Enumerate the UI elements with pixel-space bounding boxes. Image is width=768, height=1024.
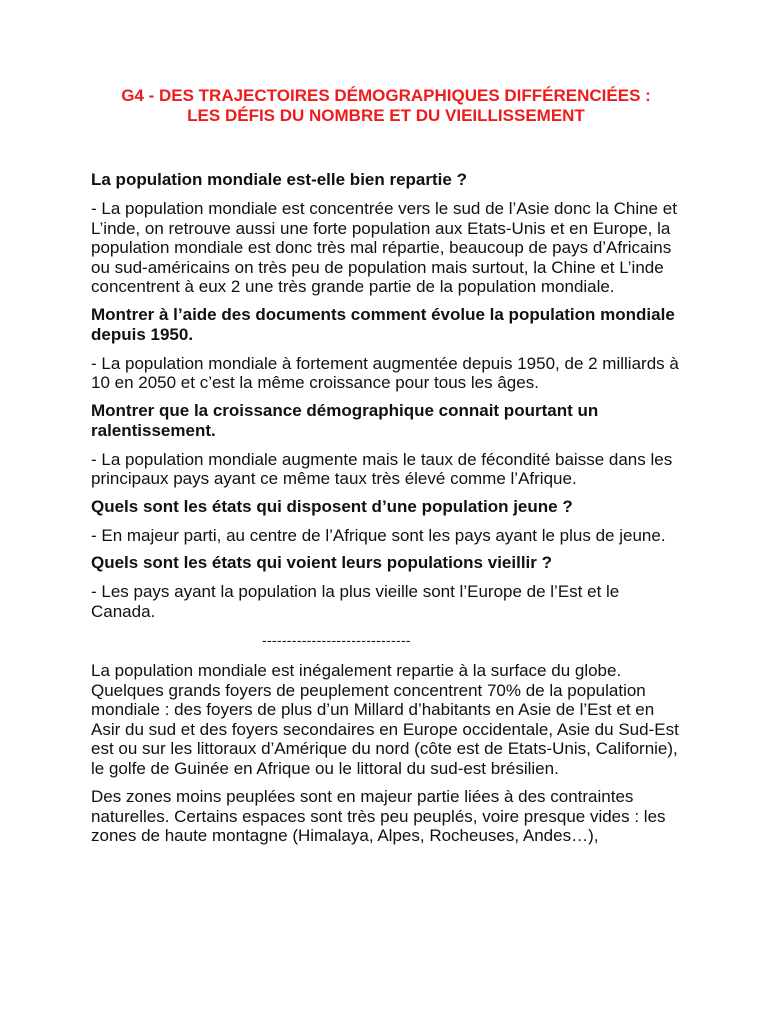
document-title (91, 86, 681, 126)
answer-4: - En majeur parti, au centre de l’Afrique sont les pays ayant le plus de jeune. (91, 525, 666, 545)
question-3: Montrer que la croissance démographique connait pourtant un ralentissement. (91, 400, 599, 440)
qa-section-5 (91, 553, 681, 621)
answer-5: - Les pays ayant la population la plus vieille sont l’Europe de l’Est et le Canada. (91, 582, 620, 621)
body-paragraph-1: La population mondiale est inégalement repartie à la surface du globe. Quelques grands foyers de peuplement concentrent 70% de la population mondiale : des foyers de plus d’un Millard d’habitants en Asie de l’Est et en Asir du sud et des foyers secondaires en Europe occidentale, Asie du Sud-Est est ou sur les littoraux d’Amérique du nord (côte est de Etats-Unis, Californie), le golfe de Guinée en Afrique ou le littoral du sud-est brésilien. (91, 661, 679, 778)
answer-3: - La population mondiale augmente mais le taux de fécondité baisse dans les principaux pays ayant ce même taux très élevé comme l’Afrique. (91, 449, 673, 488)
qa-section-3 (91, 401, 681, 489)
separator-line: ------------------------------ (262, 632, 411, 648)
title-line-1: G4 - DES TRAJECTOIRES DÉMOGRAPHIQUES DIFFÉRENCIÉES : (121, 86, 651, 105)
question-5: Quels sont les états qui voient leurs populations vieillir ? (91, 553, 552, 572)
question-1: La population mondiale est-elle bien repartie ? (91, 170, 467, 189)
question-4: Quels sont les états qui disposent d’une population jeune ? (91, 496, 573, 516)
qa-section-2 (91, 305, 681, 393)
answer-1: - La population mondiale est concentrée vers le sud de l’Asie donc la Chine et L’inde, on retrouve aussi une forte population aux Etats-Unis et en Europe, la population mondiale est donc très mal répartie, beaucoup de pays d’Africains ou sud-américains on très peu de population mais surtout, la Chine et L’inde concentrent à eux 2 une très grande partie de la population mondiale. (91, 199, 677, 296)
title-line-2: LES DÉFIS DU NOMBRE ET DU VIEILLISSEMENT (187, 106, 585, 125)
document-page (91, 86, 681, 846)
answer-2: - La population mondiale à fortement augmentée depuis 1950, de 2 milliards à 10 en 2050 et c’est la même croissance pour tous les âges. (91, 353, 679, 392)
question-2: Montrer à l’aide des documents comment évolue la population mondiale depuis 1950. (91, 304, 675, 344)
body-paragraph-2: Des zones moins peuplées sont en majeur partie liées à des contraintes naturelles. Certains espaces sont très peu peuplés, voire presque vides : les zones de haute montagne (Himalaya, Alpes, Rocheuses, Andes…), (91, 787, 666, 845)
qa-section-4 (91, 497, 681, 546)
qa-section-1 (91, 170, 681, 297)
